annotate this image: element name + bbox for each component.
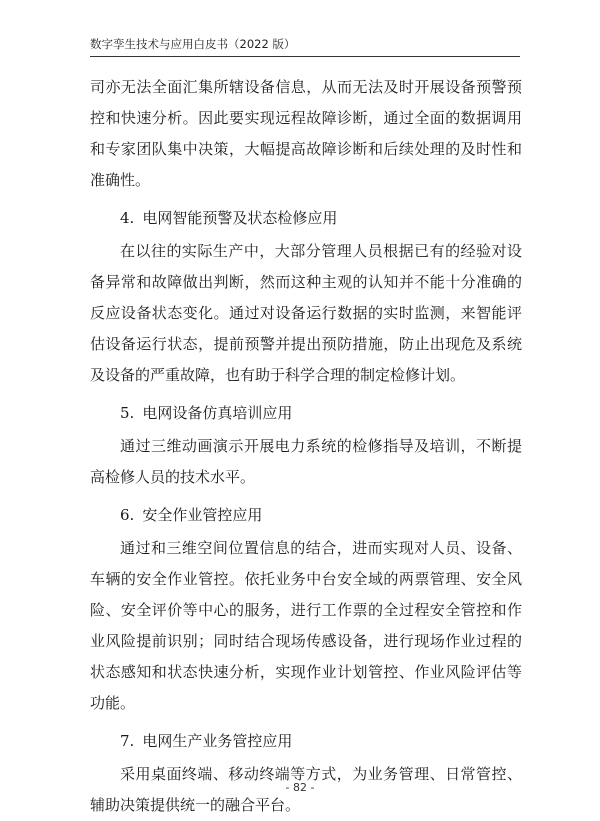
section-title: 安全作业管控应用 [142, 506, 263, 524]
paragraph-safety: 通过和三维空间位置信息的结合，进而实现对人员、设备、车辆的安全作业管控。依托业务中台安全域的两票管理、安全风险、安全评价等中心的服务，进行工作票的全过程安全管控和作业风险提前识别；同时结合现场传感设备，进行现场作业过程的状态感知和状态快速分析，实现作业计划管控、作业风险评估等功能。 [90, 539, 522, 712]
section-heading-7 [90, 725, 522, 757]
section-number: 5. [120, 404, 135, 422]
section-title: 电网生产业务管控应用 [142, 732, 293, 750]
section-heading-5 [90, 397, 522, 429]
section-title: 电网智能预警及状态检修应用 [142, 209, 338, 227]
page-number: - 82 - [285, 781, 315, 794]
section-number: 4. [120, 209, 135, 227]
section-number: 6. [120, 506, 135, 524]
running-header: 数字孪生技术与应用白皮书（2022 版） [90, 37, 296, 51]
paragraph-warning: 在以往的实际生产中，大部分管理人员根据已有的经验对设备异常和故障做出判断，然而这种主观的认知并不能十分准确的反应设备状态变化。通过对设备运行数据的实时监测，来智能评估设备运行状态，提前预警并提出预防措施，防止出现危及系统及设备的严重故障，也有助于科学合理的制定检修计划。 [90, 242, 522, 384]
section-heading-6 [90, 499, 522, 531]
paragraph-production: 采用桌面终端、移动终端等方式，为业务管理、日常管控、辅助决策提供统一的融合平台。 [90, 765, 522, 814]
header-divider [90, 56, 520, 57]
paragraph-continuation: 司亦无法全面汇集所辖设备信息，从而无法及时开展设备预警预控和快速分析。因此要实现远程故障诊断，通过全面的数据调用和专家团队集中决策，大幅提高故障诊断和后续处理的及时性和准确性。 [90, 78, 522, 189]
paragraph-training: 通过三维动画演示开展电力系统的检修指导及培训，不断提高检修人员的技术水平。 [90, 437, 522, 486]
section-title: 电网设备仿真培训应用 [142, 404, 293, 422]
section-heading-4 [90, 202, 522, 234]
page-body [90, 72, 522, 821]
section-number: 7. [120, 732, 135, 750]
